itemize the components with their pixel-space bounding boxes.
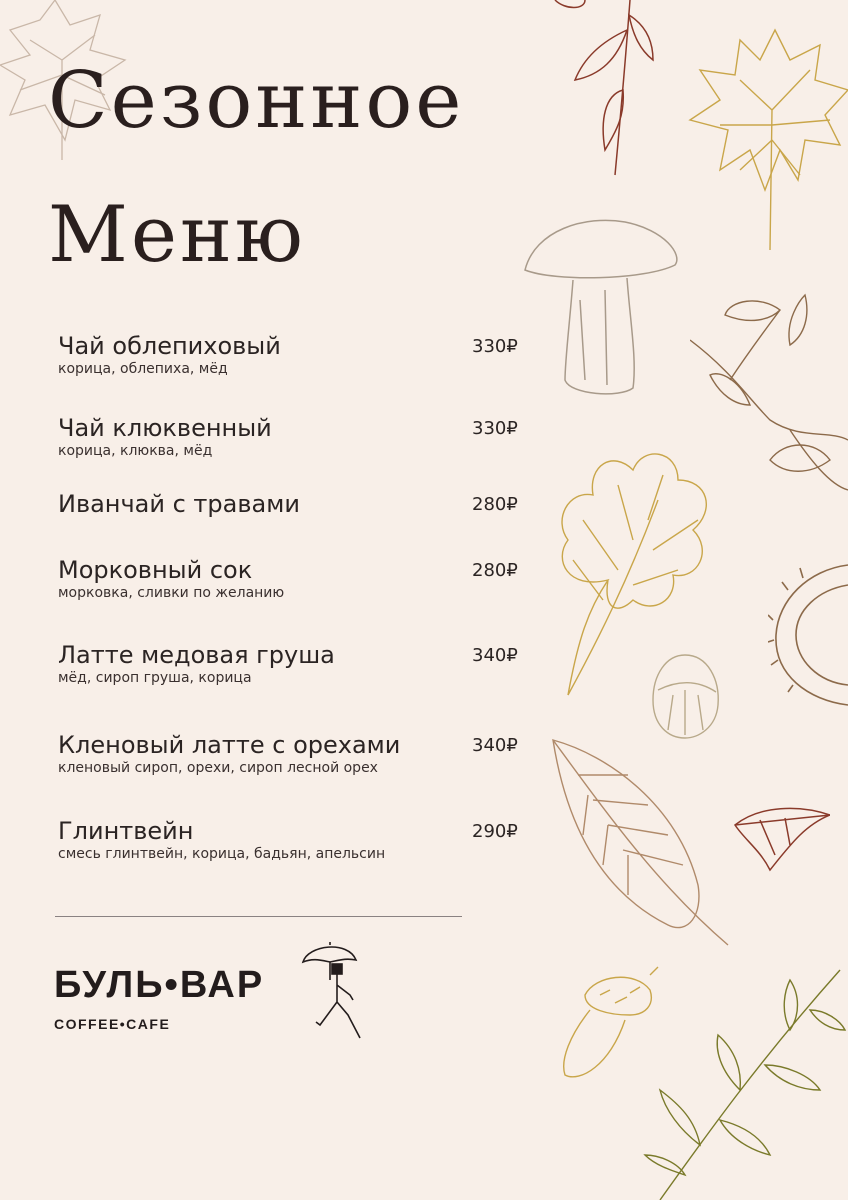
menu-item [58,332,528,378]
small-red-leaf-icon [730,800,830,880]
menu-item-description: мёд, сироп груша, корица [58,670,252,686]
menu-item-name: Латте медовая груша [58,641,335,669]
menu-item-name: Глинтвейн [58,817,194,845]
menu-item-name: Морковный сок [58,556,253,584]
menu-item-name: Иванчай с травами [58,490,300,518]
menu-item-name: Чай клюквенный [58,414,272,442]
willow-branch-icon [640,960,848,1200]
menu-item-description: морковка, сливки по желанию [58,585,285,601]
menu-item-description: корица, облепиха, мёд [58,361,228,377]
menu-item-name: Чай облепиховый [58,332,281,360]
menu-item-price: 340₽ [472,735,518,756]
menu-item-price: 340₽ [472,645,518,666]
menu-item-description: кленовый сироп, орехи, сироп лесной орех [58,760,378,776]
menu-item [58,556,528,602]
menu-item-price: 280₽ [472,494,518,515]
menu-item-price: 280₽ [472,560,518,581]
maple-leaf-top-right-icon [680,0,848,260]
menu-item-description: корица, клюква, мёд [58,443,213,459]
menu-item [58,641,528,687]
page-title-line-1: Сезонное [48,56,465,146]
menu-item-price: 330₽ [472,336,518,357]
menu-item [58,490,528,518]
brand-name: БУЛЬ•ВАР [54,964,265,1006]
hazelnut-icon [648,650,723,740]
brand-subtitle: COFFEE•CAFE [54,1016,171,1032]
red-leaf-sprig-icon [545,0,665,180]
chestnut-icon [768,560,848,710]
menu-item [58,817,528,863]
menu-item [58,731,528,777]
umbrella-man-logo-icon [298,940,368,1040]
mushroom-icon [515,210,685,405]
menu-item-price: 290₽ [472,821,518,842]
divider [55,916,462,917]
page-title-line-2: Меню [48,190,306,280]
menu-item-name: Кленовый латте с орехами [58,731,401,759]
menu-item-price: 330₽ [472,418,518,439]
menu-item-description: смесь глинтвейн, корица, бадьян, апельсин [58,846,386,862]
menu-item [58,414,528,460]
elm-leaf-icon [548,735,738,950]
